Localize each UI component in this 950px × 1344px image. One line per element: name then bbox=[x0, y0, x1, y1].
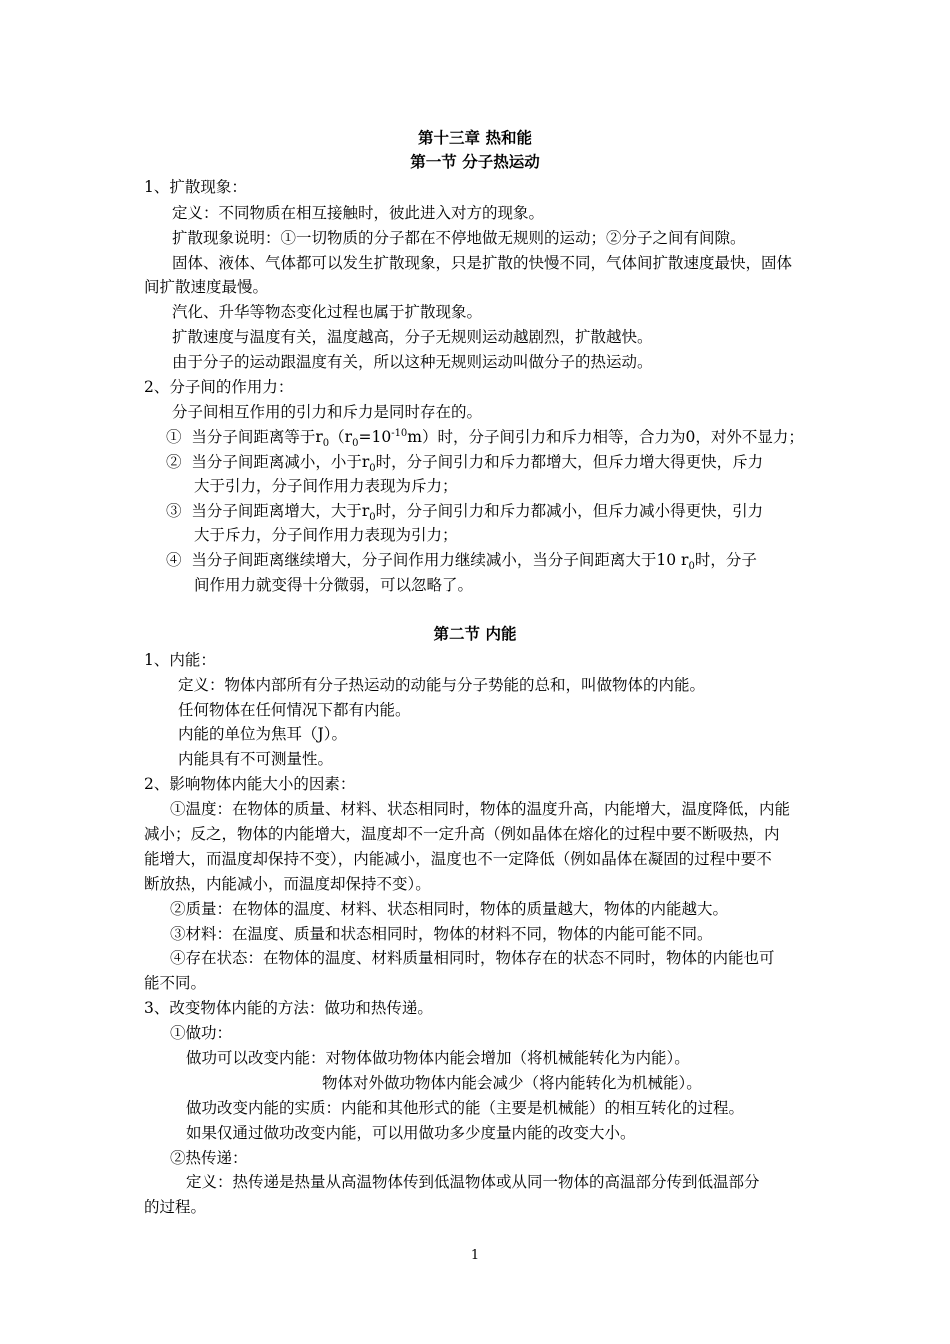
paragraph: ④存在状态：在物体的温度、材料质量相同时，物体存在的状态不同时，物体的内能也可 bbox=[170, 949, 775, 967]
paragraph: 汽化、升华等物态变化过程也属于扩散现象。 bbox=[172, 303, 483, 321]
list-item: ③ 当分子间距离增大，大于$r_0$时，分子间引力和斥力都减小，但斥力减小得更快，引力 bbox=[166, 502, 764, 524]
page-number: 1 bbox=[470, 1248, 480, 1263]
paragraph: 内能具有不可测量性。 bbox=[178, 750, 334, 768]
subheading-heat-transfer: ②热传递： bbox=[170, 1149, 248, 1167]
paragraph: 内能的单位为焦耳（J）。 bbox=[178, 725, 347, 743]
paragraph: 减小；反之，物体的内能增大，温度却不一定升高（例如晶体在熔化的过程中要不断吸热，内 bbox=[144, 825, 780, 843]
paragraph: 固体、液体、气体都可以发生扩散现象，只是扩散的快慢不同，气体间扩散速度最快，固体 bbox=[172, 254, 793, 272]
heading-methods: 3、改变物体内能的方法：做功和热传递。 bbox=[144, 999, 433, 1017]
heading-factors: 2、影响物体内能大小的因素： bbox=[144, 775, 356, 793]
paragraph: 能增大，而温度却保持不变），内能减小，温度也不一定降低（例如晶体在凝固的过程中要不 bbox=[144, 850, 772, 868]
paragraph: 由于分子的运动跟温度有关，所以这种无规则运动叫做分子的热运动。 bbox=[172, 353, 653, 371]
paragraph: 间扩散速度最慢。 bbox=[144, 278, 269, 296]
paragraph: 如果仅通过做功改变内能，可以用做功多少度量内能的改变大小。 bbox=[186, 1124, 636, 1142]
chapter-title: 第十三章 热和能 bbox=[418, 129, 532, 147]
paragraph: 的过程。 bbox=[144, 1198, 207, 1216]
list-item-continuation: 间作用力就变得十分微弱，可以忽略了。 bbox=[194, 576, 474, 594]
list-item: ④ 当分子间距离继续增大，分子间作用力继续减小，当分子间距离大于10 $r_0$时，分子 bbox=[166, 551, 757, 573]
paragraph: ③材料：在温度、质量和状态相同时，物体的材料不同，物体的内能可能不同。 bbox=[170, 925, 713, 943]
item-marker: ④ bbox=[166, 551, 182, 569]
paragraph: 做功可以改变内能：对物体做功物体内能会增加（将机械能转化为内能）。 bbox=[186, 1049, 690, 1067]
heading-diffusion: 1、扩散现象： bbox=[144, 178, 247, 196]
list-item: ① 当分子间距离等于$r_0(r_0=10^{-10}m)$时，分子间引力和斥力相等，合力为0，对外不显力； bbox=[166, 427, 804, 450]
subheading-work: ①做功： bbox=[170, 1024, 233, 1042]
paragraph: 扩散现象说明：①一切物质的分子都在不停地做无规则的运动；②分子之间有间隙。 bbox=[172, 229, 746, 247]
paragraph: 断放热，内能减小，而温度却保持不变）。 bbox=[144, 875, 431, 893]
paragraph: 分子间相互作用的引力和斥力是同时存在的。 bbox=[172, 403, 483, 421]
list-item: ② 当分子间距离减小，小于$r_0$时，分子间引力和斥力都增大，但斥力增大得更快，斥力 bbox=[166, 453, 764, 475]
paragraph: ①温度：在物体的质量、材料、状态相同时，物体的温度升高，内能增大，温度降低，内能 bbox=[170, 800, 791, 818]
section-title: 第二节 内能 bbox=[433, 625, 517, 643]
section-title: 第一节 分子热运动 bbox=[410, 153, 540, 171]
heading-internal-energy: 1、内能： bbox=[144, 651, 216, 669]
paragraph: 能不同。 bbox=[144, 974, 207, 992]
paragraph: 任何物体在任何情况下都有内能。 bbox=[178, 701, 411, 719]
item-marker: ① bbox=[166, 428, 182, 446]
paragraph: 定义：热传递是热量从高温物体传到低温物体或从同一物体的高温部分传到低温部分 bbox=[186, 1173, 760, 1191]
list-item-continuation: 大于引力，分子间作用力表现为斥力； bbox=[194, 477, 458, 495]
paragraph: 扩散速度与温度有关，温度越高，分子无规则运动越剧烈，扩散越快。 bbox=[172, 328, 653, 346]
paragraph: 物体对外做功物体内能会减少（将内能转化为机械能）。 bbox=[322, 1074, 702, 1092]
paragraph: 做功改变内能的实质：内能和其他形式的能（主要是机械能）的相互转化的过程。 bbox=[186, 1099, 745, 1117]
paragraph: 定义：不同物质在相互接触时，彼此进入对方的现象。 bbox=[172, 204, 545, 222]
item-marker: ③ bbox=[166, 502, 182, 520]
item-marker: ② bbox=[166, 453, 182, 471]
paragraph: ②质量：在物体的温度、材料、状态相同时，物体的质量越大，物体的内能越大。 bbox=[170, 900, 729, 918]
heading-molecular-force: 2、分子间的作用力： bbox=[144, 378, 294, 396]
paragraph: 定义：物体内部所有分子热运动的动能与分子势能的总和，叫做物体的内能。 bbox=[178, 676, 706, 694]
list-item-continuation: 大于斥力，分子间作用力表现为引力； bbox=[194, 526, 458, 544]
